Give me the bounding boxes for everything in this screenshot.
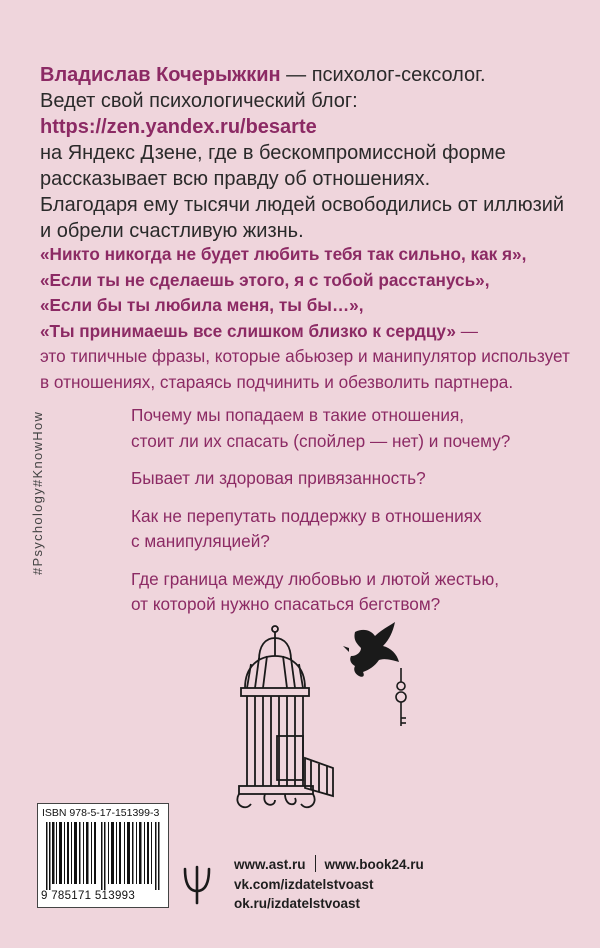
birdcage-illustration xyxy=(225,618,435,828)
bird-icon xyxy=(343,622,399,677)
author-line-1 xyxy=(40,62,585,88)
question-4-line-1: Где граница между любовью и лютой жестью, xyxy=(131,568,500,589)
link-book24[interactable]: www.book24.ru xyxy=(324,857,424,872)
question-1 xyxy=(131,403,586,454)
quote-4-dash: — xyxy=(455,320,478,341)
isbn-barcode xyxy=(37,803,169,908)
quotes-explanation-1: это типичные фразы, которые абьюзер и манипулятор использует xyxy=(40,346,570,366)
key-icon xyxy=(396,668,406,726)
links-row-1 xyxy=(234,855,424,875)
author-role: — психолог-сексолог. xyxy=(286,64,486,86)
blog-prefix: Ведет свой психологический блог: xyxy=(40,90,358,112)
quote-3: «Если бы ты любила меня, ты бы…», xyxy=(40,295,364,315)
questions-list xyxy=(131,403,586,630)
quote-1: «Никто никогда не будет любить тебя так сильно, как я», xyxy=(40,244,527,264)
side-hashtags: #Psychology#KnowHow xyxy=(30,410,45,575)
blog-link[interactable]: https://zen.yandex.ru/besarte xyxy=(40,116,317,138)
author-line-6: и обрели счастливую жизнь. xyxy=(40,220,304,242)
question-4 xyxy=(131,567,586,618)
quote-2: «Если ты не сделаешь этого, я с тобой расстанусь», xyxy=(40,269,490,290)
quote-4-line xyxy=(40,319,585,345)
links-divider xyxy=(315,855,316,872)
barcode-digits: 9 785171 513993 xyxy=(41,890,136,902)
quotes-explanation-2: в отношениях, стараясь подчинить и обезволить партнера. xyxy=(40,371,514,392)
quotes-block xyxy=(40,242,585,395)
publisher-links xyxy=(234,855,424,914)
link-ok[interactable]: ok.ru/izdatelstvoast xyxy=(234,896,361,911)
publisher-psi-logo-icon xyxy=(182,865,212,905)
author-line-4: рассказывает всю правду об отношениях. xyxy=(40,168,431,190)
quote-4: «Ты принимаешь все слишком близко к сердцу» xyxy=(40,320,456,341)
question-3-line-2: с манипуляцией? xyxy=(131,531,270,551)
barcode-bars-icon xyxy=(46,822,160,890)
isbn-label: ISBN 978-5-17-151399-3 xyxy=(42,807,160,819)
question-2-line-1: Бывает ли здоровая привязанность? xyxy=(131,468,426,488)
question-1-line-1: Почему мы попадаем в такие отношения, xyxy=(131,405,465,425)
author-line-3: на Яндекс Дзене, где в бескомпромиссной форме xyxy=(40,142,506,164)
cage-icon xyxy=(237,626,333,807)
question-3-line-1: Как не перепутать поддержку в отношениях xyxy=(131,505,482,526)
question-2 xyxy=(131,466,586,492)
question-3 xyxy=(131,504,586,555)
question-4-line-2: от которой нужно спасаться бегством? xyxy=(131,594,441,614)
author-bio xyxy=(40,62,585,244)
author-line-2 xyxy=(40,88,585,140)
author-name: Владислав Кочерыжкин xyxy=(40,64,281,86)
question-1-line-2: стоит ли их спасать (спойлер — нет) и почему? xyxy=(131,430,511,451)
author-line-5: Благодаря ему тысячи людей освободились от иллюзий xyxy=(40,194,565,216)
link-vk[interactable]: vk.com/izdatelstvoast xyxy=(234,876,374,892)
link-ast[interactable]: www.ast.ru xyxy=(234,857,306,872)
